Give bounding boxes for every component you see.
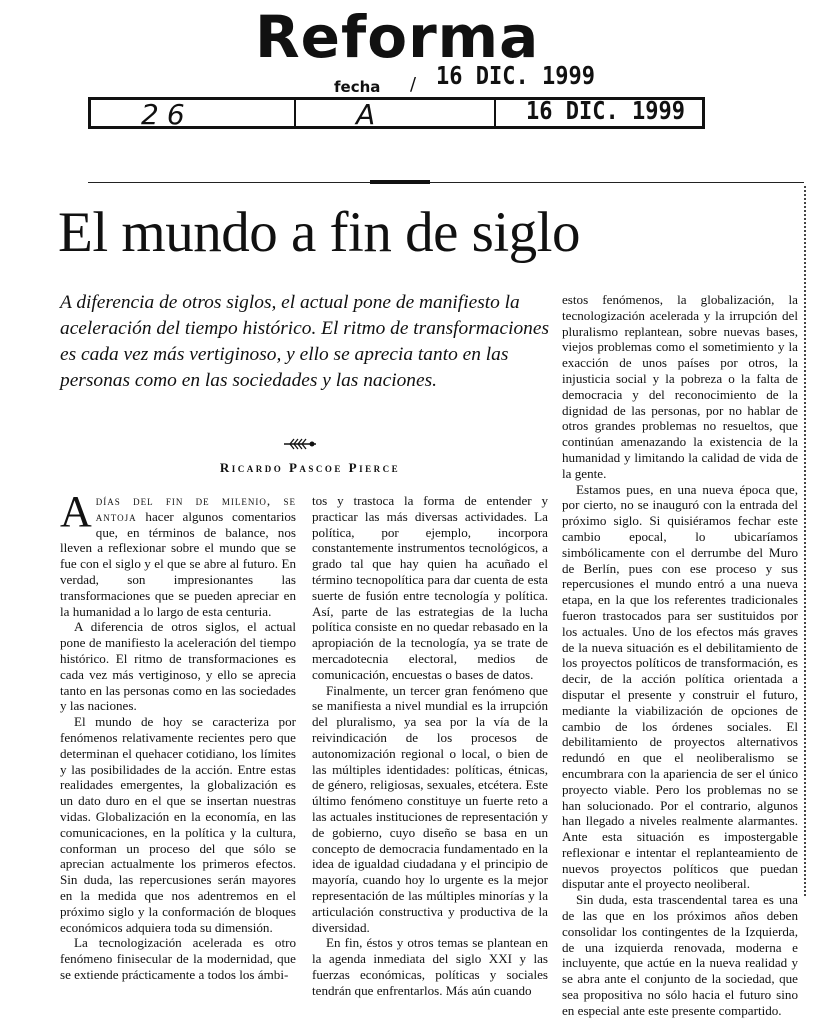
paragraph: A diferencia de otros siglos, el actual pone de manifiesto la aceleración del tiempo histórico. El ritmo de transformaciones es cada vez más vertiginoso, y ello se aprecia tanto en las personas como en las sociedades y las naciones. xyxy=(60,619,296,714)
date-stamp: 16 DIC. 1999 xyxy=(526,97,685,126)
paragraph: tos y trastoca la forma de entender y practicar las más diversas actividades. La política, por ejemplo, incorpora constantemente instrumentos tecnológicos, a grado tal que hay quien ha acuñado el término tecnopolítica para dar cuenta de esta suerte de fusión entre tecnología y política. Así, parte de las estrategias de la lucha política consiste en no quedar rebasado en la apropiación de la tecnología, ya se trate de mercadotecnia electoral, medios de comunicación, encuestas o bases de datos. xyxy=(312,493,548,682)
byline: Ricardo Pascoe Pierce xyxy=(219,460,401,475)
article-column-1 xyxy=(60,487,296,983)
article-headline: El mundo a fin de siglo xyxy=(58,201,581,264)
article-column-3 xyxy=(562,292,798,1019)
page-number-cell xyxy=(91,98,296,131)
fecha-slash: / xyxy=(410,74,417,95)
paragraph: Sin duda, esta trascendental tarea es una de las que en los próximos años deben consolidar los contingentes de la Izquierda, de una izquierda renovada, moderna e incluyente, que actúe en la nueva realidad y se abra ante el conjunto de la sociedad, que sea propositiva no sólo hacia el futuro sino en especial ante este presente compartido. xyxy=(562,892,798,1018)
ornament-icon xyxy=(282,437,318,451)
paragraph: La tecnologización acelerada es otro fenómeno finisecular de la modernidad, que se extiende prácticamente a todos los ámbi- xyxy=(60,935,296,982)
newspaper-logo: Reforma xyxy=(255,3,540,71)
section-letter: A xyxy=(356,98,376,131)
column-divider-dotted xyxy=(804,186,806,896)
paragraph: En fin, éstos y otros temas se plantean en la agenda inmediata del siglo XXI y las fuerzas económicas, políticas y sociales tendrán que enfrentarlos. Más aún cuando xyxy=(312,935,548,998)
paragraph: El mundo de hoy se caracteriza por fenómenos relativamente recientes pero que determinan el quehacer cotidiano, los límites y las posibilidades de la acción. Entre estas realidades emergentes, la globalización es un dato duro en el que se insertan nuestras vidas. Globalización en la economía, en las comunicaciones, en la política y la cultura, conforman un proceso del que sólo se aprecian actualmente los primeros efectos. Sin duda, las repercusiones serán mayores en la medida que nos adentremos en el próximo siglo y la conformación de bloques económicos adquiera toda su dimensión. xyxy=(60,714,296,935)
filing-index-bar xyxy=(88,97,705,129)
paragraph: Finalmente, un tercer gran fenómeno que se manifiesta a nivel mundial es la irrupción del pluralismo, ya sea por la vía de la reivindicación de los procesos de autonomización regional o local, o bien de las múltiples identidades: políticas, étnicas, de género, religiosas, sexuales, etcétera. Este último fenómeno constituye un fuerte reto a las actuales instituciones de representación y de gobierno, cuyo diseño se basa en un concepto de democracia fundamentado en la idea de igualdad ciudadana y el principio de mayoría, cuando hoy lo urgente es la mejor representación de las múltiples minorías y la articulación constructiva y productiva de la diversidad. xyxy=(312,682,548,935)
top-rule-accent xyxy=(370,180,430,184)
lead-in: días del fin de milenio, se antoja xyxy=(95,493,296,524)
paragraph: Estamos pues, en una nueva época que, por cierto, no se inauguró con la entrada del próximo siglo. Si quisiéramos fechar este cambio epocal, lo ubicaríamos simbólicamente con el derrumbe del Muro de Berlín, pues con ese proceso y sus repercusiones el mundo entró a una nueva etapa, en la que los referentes tradicionales fueron trastocados para ser sustituidos por los actuales. Uno de los efectos más graves de la nueva situación es el debilitamiento de los proyectos políticos de transformación, es decir, de la acción política orientada a disputar el presente y construir el futuro, mediante la viabilización de opciones de cambio de los órdenes sociales. El debilitamiento de proyectos alternativos redundó en que el neoliberalismo se encumbrara con la apariencia de ser el único proyecto viable. Pero los problemas no se han solucionado. Por el contrario, algunos han llegado a niveles realmente alarmantes. Ante esta situación es impostergable reflexionar e intentar el replanteamiento de nuevos proyectos políticos que puedan disputar ante el proyecto neoliberal. xyxy=(562,481,798,892)
top-rule xyxy=(88,182,804,183)
drop-cap: A xyxy=(60,487,92,536)
paragraph-text: hacer algunos comentarios que, en términos de balance, nos lleven a reflexionar sobre el mundo que se fue con el siglo y el que se abre al futuro. En verdad, son impresionantes las transformaciones que se pueden apreciar en la humanidad a lo largo de esta centuria. xyxy=(60,508,296,619)
paragraph xyxy=(60,487,296,619)
page-number: 26 xyxy=(141,98,193,131)
paragraph: estos fenómenos, la globalización, la tecnologización acelerada y la irrupción del pluralismo replantean, sobre nuevas bases, viejos problemas como el sometimiento y la exacción de unos países por otros, la injusticia social y la pobreza o la falta de democracia y del reconocimiento de la dignidad de las personas, por no hablar de otros grandes problemas no resueltos, que continúan amenazando la existencia de la humanidad y limitando la calidad de vida de la gente. xyxy=(562,292,798,481)
article-column-2 xyxy=(312,493,548,999)
date-cell xyxy=(496,97,702,126)
section-cell xyxy=(296,98,496,131)
fecha-date-stamp: 16 DIC. 1999 xyxy=(436,62,595,91)
fecha-label: fecha xyxy=(334,78,381,96)
article-deck: A diferencia de otros siglos, el actual pone de manifiesto la aceleración del tiempo histórico. El ritmo de transformaciones es cada vez más vertiginoso, y ello se aprecia tanto en las personas como en las sociedades y las naciones. xyxy=(60,292,550,391)
